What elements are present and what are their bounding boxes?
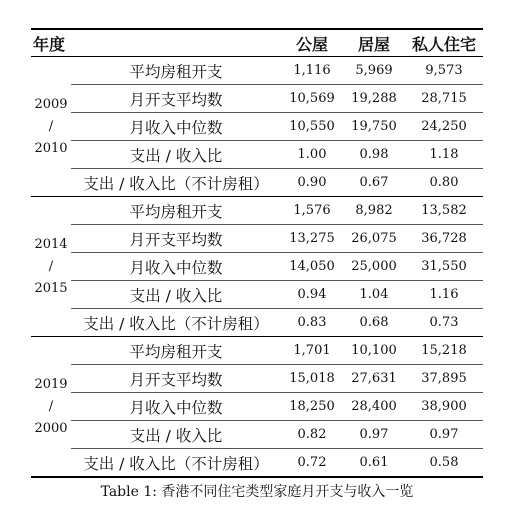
value-hos: 27,631: [351, 371, 397, 386]
value-hos: 5,969: [355, 63, 393, 78]
year-start: 2019: [34, 376, 68, 392]
table-row: [31, 141, 483, 169]
value-public: 0.72: [297, 455, 327, 470]
value-public: 1,576: [293, 203, 331, 218]
metric-label: 月开支平均数: [129, 370, 223, 389]
value-hos: 0.61: [359, 455, 389, 470]
table-row: [31, 57, 483, 85]
value-public: 14,050: [289, 259, 335, 274]
year-group-2: [31, 197, 483, 337]
value-private: 38,900: [421, 399, 467, 414]
table-row: [31, 225, 483, 253]
value-hos: 10,100: [351, 343, 397, 358]
value-public: 18,250: [289, 399, 335, 414]
table-row: [31, 449, 483, 478]
value-public: 1,701: [293, 343, 331, 358]
value-private: 37,895: [421, 371, 467, 386]
value-public: 13,275: [289, 231, 335, 246]
value-hos: 25,000: [351, 259, 397, 274]
housing-expense-table: [31, 28, 483, 478]
year-group-3: [31, 337, 483, 478]
value-public: 1,116: [293, 63, 331, 78]
value-hos: 1.04: [359, 287, 389, 302]
value-public: 10,569: [289, 91, 335, 106]
table-row: [31, 337, 483, 365]
year-separator: /: [48, 118, 54, 134]
value-private: 0.80: [429, 175, 459, 190]
value-public: 10,550: [289, 119, 335, 134]
table-row: [31, 421, 483, 449]
value-public: 15,018: [289, 371, 335, 386]
value-hos: 19,288: [351, 91, 397, 106]
header-metric-blank: [71, 29, 281, 57]
value-public: 1.00: [297, 147, 327, 162]
year-group-1: [31, 57, 483, 197]
year-separator: /: [48, 258, 54, 274]
metric-label: 支出 / 收入比（不计房租）: [83, 454, 269, 473]
table-row: [31, 393, 483, 421]
value-hos: 0.68: [359, 315, 389, 330]
value-private: 1.16: [429, 287, 459, 302]
value-public: 0.82: [297, 427, 327, 442]
year-end: 2000: [34, 420, 68, 436]
year-cell: [31, 197, 71, 337]
value-private: 9,573: [425, 63, 463, 78]
metric-label: 平均房租开支: [129, 62, 223, 81]
table-row: [31, 253, 483, 281]
table-row: [31, 309, 483, 337]
metric-label: 支出 / 收入比（不计房租）: [83, 174, 269, 193]
metric-label: 支出 / 收入比（不计房租）: [83, 314, 269, 333]
value-hos: 0.97: [359, 427, 389, 442]
year-cell: [31, 57, 71, 197]
value-public: 0.94: [297, 287, 327, 302]
metric-label: 支出 / 收入比: [129, 286, 223, 305]
year-end: 2015: [34, 280, 68, 296]
value-private: 28,715: [421, 91, 467, 106]
value-private: 0.73: [429, 315, 459, 330]
header-hos-housing: 居屋: [357, 34, 390, 54]
value-private: 36,728: [421, 231, 467, 246]
metric-label: 月收入中位数: [129, 258, 223, 277]
value-private: 0.97: [429, 427, 459, 442]
header-private-housing: 私人住宅: [411, 34, 476, 54]
table-caption: Table 1: 香港不同住宅类型家庭月开支与收入一览: [100, 484, 414, 500]
value-public: 0.90: [297, 175, 327, 190]
header-row: [31, 29, 483, 57]
value-hos: 8,982: [355, 203, 393, 218]
value-private: 31,550: [421, 259, 467, 274]
value-hos: 0.67: [359, 175, 389, 190]
year-start: 2014: [34, 236, 68, 252]
value-private: 0.58: [429, 455, 459, 470]
value-hos: 26,075: [351, 231, 397, 246]
header-year: 年度: [33, 34, 66, 54]
metric-label: 平均房租开支: [129, 342, 223, 361]
metric-label: 支出 / 收入比: [129, 146, 223, 165]
value-private: 24,250: [421, 119, 467, 134]
metric-label: 月收入中位数: [129, 118, 223, 137]
metric-label: 支出 / 收入比: [129, 426, 223, 445]
metric-label: 月开支平均数: [129, 230, 223, 249]
value-private: 1.18: [429, 147, 459, 162]
metric-label: 月收入中位数: [129, 398, 223, 417]
value-private: 13,582: [421, 203, 467, 218]
table-row: [31, 197, 483, 225]
table-row: [31, 169, 483, 197]
year-separator: /: [48, 398, 54, 414]
table-row: [31, 113, 483, 141]
header-public-housing: 公屋: [295, 34, 328, 54]
value-private: 15,218: [421, 343, 467, 358]
table-row: [31, 85, 483, 113]
metric-label: 月开支平均数: [129, 90, 223, 109]
table-row: [31, 365, 483, 393]
year-start: 2009: [34, 96, 68, 112]
value-hos: 0.98: [359, 147, 389, 162]
metric-label: 平均房租开支: [129, 202, 223, 221]
value-hos: 28,400: [351, 399, 397, 414]
year-end: 2010: [34, 140, 68, 156]
year-cell: [31, 337, 71, 478]
value-public: 0.83: [297, 315, 327, 330]
table-row: [31, 281, 483, 309]
value-hos: 19,750: [351, 119, 397, 134]
